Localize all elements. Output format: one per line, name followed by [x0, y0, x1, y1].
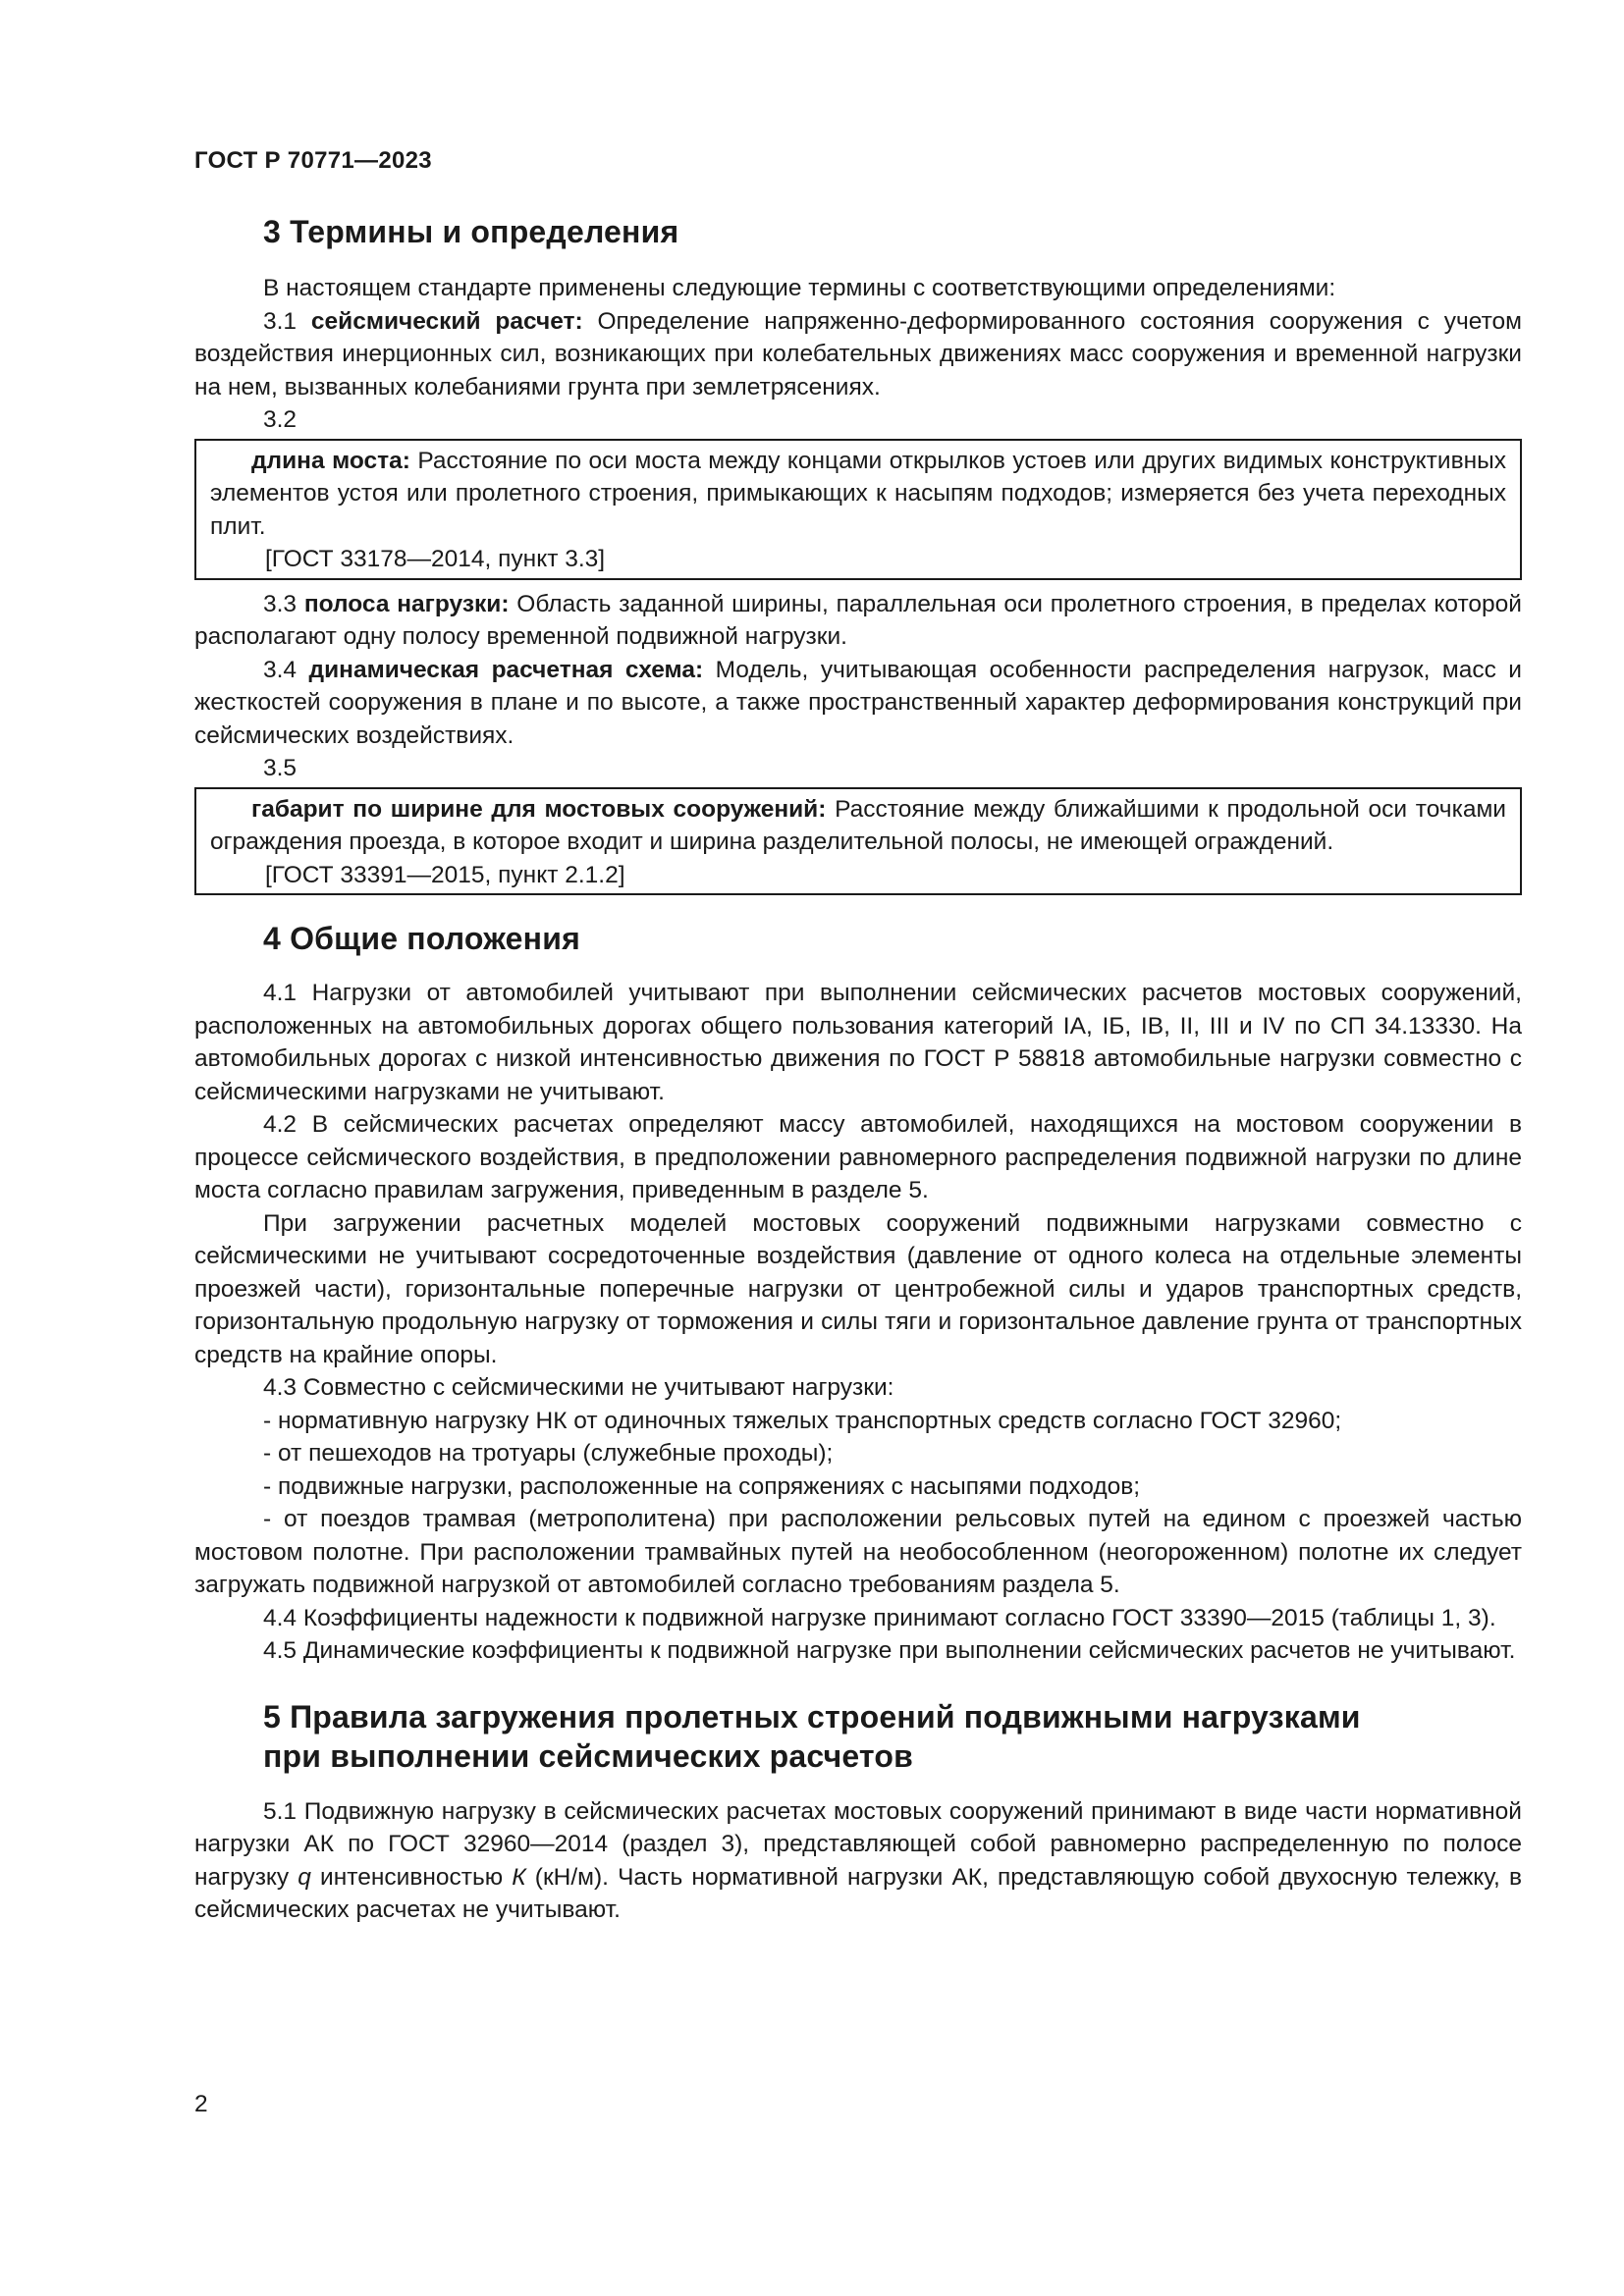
- term-3-2: [210, 445, 1506, 544]
- term-3-5: [210, 793, 1506, 859]
- section-3-title: 3 Термины и определения: [263, 214, 679, 249]
- text-run: интенсивностью: [310, 1863, 513, 1891]
- paragraph-5-1: [194, 1795, 1522, 1927]
- term-3-5-number: 3.5: [263, 755, 298, 781]
- term-3-1: [194, 305, 1522, 404]
- section-5-title-line-1: 5 Правила загружения пролетных строений подвижными нагрузками: [263, 1698, 1361, 1735]
- list-item: - от поездов трамвая (метрополитена) при расположении рельсовых путей на едином с проезжей частью мостовом полотне. При расположении трамвайных путей на необособленном (неогороженном) полотне их следует загружать подвижной нагрузкой от автомобилей согласно требованиям раздела 5.: [194, 1506, 1522, 1598]
- term-number: 3.4: [263, 656, 309, 683]
- term-definition: Область заданной ширины, параллельная оси пролетного строения, в пределах которой располагают одну полосу временной подвижной нагрузки.: [194, 590, 1522, 650]
- paragraph-4-3: 4.3 Совместно с сейсмическими не учитывают нагрузки:: [263, 1374, 894, 1401]
- term-name: длина моста:: [251, 447, 410, 474]
- term-definition: Расстояние по оси моста между концами открылков устоев или других видимых конструктивных элементов устоя или пролетного строения, примыкающих к насыпям подходов; измеряется без учета переходных плит.: [210, 447, 1506, 540]
- section-5-title: [194, 1697, 1522, 1776]
- term-3-2-box: [194, 439, 1522, 580]
- paragraph-4-2: 4.2 В сейсмических расчетах определяют массу автомобилей, находящихся на мостовом сооружении в процессе сейсмического воздействия, в предположении равномерного распределения подвижной нагрузки по длине моста согласно правилам загружения, приведенным в разделе 5.: [194, 1111, 1522, 1203]
- paragraph-4-4: 4.4 Коэффициенты надежности к подвижной нагрузке принимают согласно ГОСТ 33390—2015 (таблицы 1, 3).: [263, 1604, 1496, 1631]
- symbol-q: q: [298, 1863, 311, 1891]
- list-item: - подвижные нагрузки, расположенные на сопряжениях с насыпями подходов;: [263, 1472, 1141, 1500]
- document-page: [194, 147, 1522, 1927]
- section-4-title: 4 Общие положения: [263, 921, 580, 956]
- term-3-2-number: 3.2: [263, 406, 298, 433]
- term-3-5-box: [194, 787, 1522, 896]
- symbol-k: К: [512, 1863, 526, 1891]
- term-3-4: [194, 654, 1522, 753]
- section-3-intro: В настоящем стандарте применены следующие термины с соответствующими определениями:: [263, 275, 1336, 301]
- term-name: динамическая расчетная схема:: [308, 656, 704, 683]
- term-number: 3.3: [263, 590, 304, 617]
- paragraph-4-2-continued: При загружении расчетных моделей мостовых сооружений подвижными нагрузками совместно с сейсмическими не учитывают сосредоточенные воздействия (давление от одного колеса на отдельные элементы проезжей части), горизонтальные поперечные нагрузки от центробежной силы и ударов транспортных средств, горизонтальную продольную нагрузку от торможения и силы тяги и горизонтальное давление грунта от транспортных средств на крайние опоры.: [194, 1209, 1522, 1368]
- list-item: - от пешеходов на тротуары (служебные проходы);: [263, 1440, 834, 1467]
- page-number: 2: [194, 2091, 208, 2117]
- list-item: - нормативную нагрузку НК от одиночных тяжелых транспортных средств согласно ГОСТ 32960;: [263, 1407, 1342, 1434]
- term-name: полоса нагрузки:: [303, 590, 510, 617]
- term-3-5-source: [ГОСТ 33391—2015, пункт 2.1.2]: [265, 861, 625, 888]
- text-run: (кН/м). Часть нормативной нагрузки АК, представляющую собой двухосную тележку, в сейсмических расчетах не учитывают.: [194, 1863, 1522, 1923]
- section-5-title-line-2: при выполнении сейсмических расчетов: [263, 1737, 913, 1774]
- term-3-3: [194, 588, 1522, 654]
- running-header: ГОСТ Р 70771—2023: [194, 147, 432, 174]
- text-run: 5.1 Подвижную нагрузку в сейсмических расчетах мостовых сооружений принимают в виде части нормативной нагрузки АК по ГОСТ 32960—2014 (раздел 3), представляющей собой равномерно распределенную по полосе нагрузку: [194, 1797, 1522, 1891]
- term-name: габарит по ширине для мостовых сооружений:: [251, 795, 827, 823]
- term-3-2-source: [ГОСТ 33178—2014, пункт 3.3]: [265, 546, 606, 572]
- paragraph-4-1: 4.1 Нагрузки от автомобилей учитывают при выполнении сейсмических расчетов мостовых сооружений, расположенных на автомобильных дорогах общего пользования категорий IA, IБ, IB, II, III и IV по СП 34.13330. На автомобильных дорогах с низкой интенсивностью движения по ГОСТ Р 58818 автомобильные нагрузки совместно с сейсмическими нагрузками не учитывают.: [194, 980, 1522, 1105]
- term-definition: Модель, учитывающая особенности распределения нагрузок, масс и жесткостей сооружения в плане и по высоте, а также пространственный характер деформирования конструкций при сейсмических воздействиях.: [194, 656, 1522, 749]
- term-definition: Определение напряженно-деформированного состояния сооружения с учетом воздействия инерционных сил, возникающих при колебательных движениях масс сооружения и временной нагрузки на нем, вызванных колебаниями грунта при землетрясениях.: [194, 307, 1522, 400]
- paragraph-4-5: 4.5 Динамические коэффициенты к подвижной нагрузке при выполнении сейсмических расчетов не учитывают.: [263, 1637, 1516, 1664]
- term-definition: Расстояние между ближайшими к продольной оси точками ограждения проезда, в которое входит и ширина разделительной полосы, не имеющей ограждений.: [210, 795, 1506, 855]
- term-number: 3.1: [263, 307, 311, 335]
- term-name: сейсмический расчет:: [310, 307, 583, 335]
